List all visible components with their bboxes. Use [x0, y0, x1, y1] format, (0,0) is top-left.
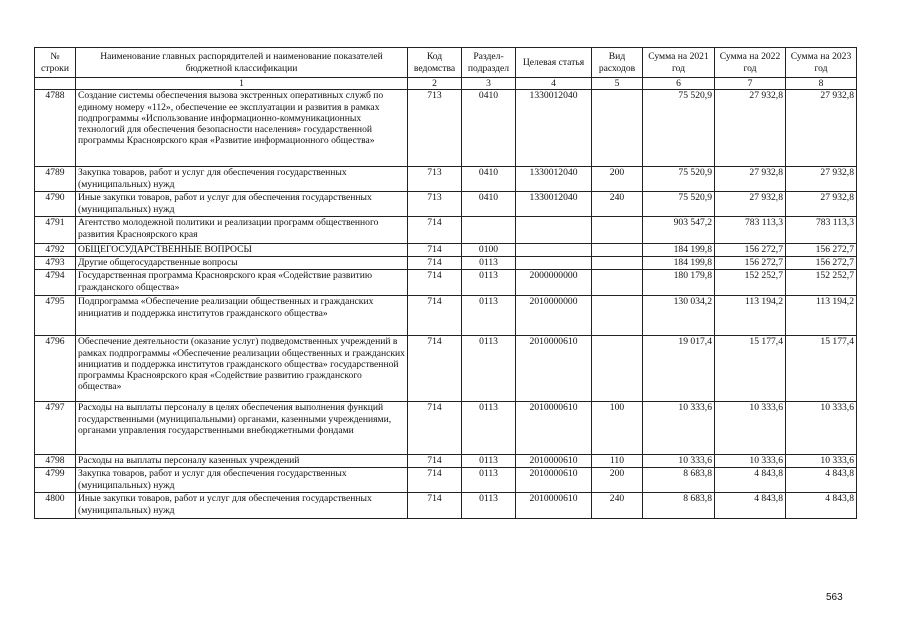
numbering-cell: 4 [516, 78, 592, 90]
header-num: № строки [35, 48, 76, 78]
row-amount-2021: 10 333,6 [643, 402, 715, 455]
row-amount-2021: 180 179,8 [643, 270, 715, 296]
row-target: 2010000610 [516, 493, 592, 519]
row-exptype: 100 [592, 402, 643, 455]
table-row [35, 217, 857, 244]
row-section: 0113 [462, 270, 516, 296]
row-exptype [592, 336, 643, 402]
table-row [35, 167, 857, 192]
row-amount-2023: 4 843,8 [786, 468, 857, 493]
row-amount-2023: 10 333,6 [786, 455, 857, 468]
table-row [35, 270, 857, 296]
row-exptype: 240 [592, 493, 643, 519]
row-amount-2022: 4 843,8 [715, 493, 786, 519]
row-name: Подпрограмма «Обеспечение реализации общественных и гражданских инициатив и поддержка институтов гражданского общества» [76, 296, 408, 336]
row-amount-2022: 27 932,8 [715, 192, 786, 217]
row-number: 4800 [35, 493, 76, 519]
row-dept: 714 [408, 455, 462, 468]
row-target: 2010000610 [516, 468, 592, 493]
row-target: 1330012040 [516, 167, 592, 192]
header-target: Целевая статья [516, 48, 592, 78]
row-target: 2010000610 [516, 455, 592, 468]
table-row [35, 192, 857, 217]
row-name: Агентство молодежной политики и реализации программ общественного развития Красноярского края [76, 217, 408, 244]
row-dept: 714 [408, 270, 462, 296]
row-exptype: 200 [592, 167, 643, 192]
row-section: 0410 [462, 167, 516, 192]
row-amount-2021: 75 520,9 [643, 192, 715, 217]
row-section: 0113 [462, 468, 516, 493]
row-number: 4792 [35, 244, 76, 257]
row-amount-2022: 10 333,6 [715, 455, 786, 468]
row-amount-2021: 75 520,9 [643, 90, 715, 167]
row-exptype [592, 90, 643, 167]
row-exptype [592, 257, 643, 270]
row-dept: 714 [408, 257, 462, 270]
row-target [516, 257, 592, 270]
row-number: 4797 [35, 402, 76, 455]
table-row [35, 336, 857, 402]
row-amount-2021: 903 547,2 [643, 217, 715, 244]
row-target: 2010000000 [516, 296, 592, 336]
row-section: 0113 [462, 455, 516, 468]
table-row [35, 90, 857, 167]
row-amount-2023: 156 272,7 [786, 257, 857, 270]
header-dept: Код ведомства [408, 48, 462, 78]
row-section: 0410 [462, 192, 516, 217]
row-name: Закупка товаров, работ и услуг для обеспечения государственных (муниципальных) нужд [76, 167, 408, 192]
table-row [35, 402, 857, 455]
header-2022: Сумма на 2022 год [715, 48, 786, 78]
row-exptype: 110 [592, 455, 643, 468]
row-amount-2022: 10 333,6 [715, 402, 786, 455]
header-section: Раздел-подраздел [462, 48, 516, 78]
row-amount-2021: 75 520,9 [643, 167, 715, 192]
row-name: Другие общегосударственные вопросы [76, 257, 408, 270]
row-section: 0113 [462, 493, 516, 519]
row-amount-2023: 27 932,8 [786, 167, 857, 192]
row-dept: 714 [408, 217, 462, 244]
numbering-cell: 2 [408, 78, 462, 90]
row-amount-2021: 10 333,6 [643, 455, 715, 468]
row-amount-2023: 15 177,4 [786, 336, 857, 402]
header-exptype: Вид расходов [592, 48, 643, 78]
row-amount-2022: 152 252,7 [715, 270, 786, 296]
numbering-cell: 8 [786, 78, 857, 90]
header-row [35, 48, 857, 78]
row-dept: 714 [408, 296, 462, 336]
row-amount-2023: 27 932,8 [786, 192, 857, 217]
row-dept: 714 [408, 336, 462, 402]
table-row [35, 244, 857, 257]
row-target [516, 244, 592, 257]
row-name: Иные закупки товаров, работ и услуг для обеспечения государственных (муниципальных) нужд [76, 192, 408, 217]
row-section: 0410 [462, 90, 516, 167]
row-target [516, 217, 592, 244]
row-target: 2010000610 [516, 336, 592, 402]
table-row [35, 296, 857, 336]
row-exptype: 200 [592, 468, 643, 493]
row-number: 4798 [35, 455, 76, 468]
row-name: Закупка товаров, работ и услуг для обеспечения государственных (муниципальных) нужд [76, 468, 408, 493]
row-number: 4793 [35, 257, 76, 270]
row-amount-2022: 27 932,8 [715, 90, 786, 167]
row-name: Создание системы обеспечения вызова экстренных оперативных служб по единому номеру «112», обеспечение ее эксплуатации и развития в рамках подпрограммы «Использование информационно-коммуникационных технологий для обеспечения безопасности населения» государственной программы Красноярского края «Развитие информационного общества» [76, 90, 408, 167]
row-amount-2021: 184 199,8 [643, 257, 715, 270]
table-row [35, 455, 857, 468]
row-number: 4794 [35, 270, 76, 296]
row-amount-2022: 15 177,4 [715, 336, 786, 402]
row-section: 0113 [462, 257, 516, 270]
row-name: Расходы на выплаты персоналу казенных учреждений [76, 455, 408, 468]
row-number: 4791 [35, 217, 76, 244]
row-exptype [592, 270, 643, 296]
row-target: 2010000610 [516, 402, 592, 455]
row-section: 0113 [462, 296, 516, 336]
row-dept: 714 [408, 402, 462, 455]
row-number: 4789 [35, 167, 76, 192]
row-amount-2022: 4 843,8 [715, 468, 786, 493]
numbering-row [35, 78, 857, 90]
numbering-cell: 5 [592, 78, 643, 90]
row-amount-2023: 10 333,6 [786, 402, 857, 455]
row-amount-2023: 27 932,8 [786, 90, 857, 167]
row-exptype: 240 [592, 192, 643, 217]
row-amount-2022: 27 932,8 [715, 167, 786, 192]
page-number: 563 [826, 592, 843, 603]
row-amount-2021: 19 017,4 [643, 336, 715, 402]
row-amount-2021: 184 199,8 [643, 244, 715, 257]
row-number: 4795 [35, 296, 76, 336]
row-section: 0113 [462, 336, 516, 402]
row-target: 1330012040 [516, 192, 592, 217]
header-2023: Сумма на 2023 год [786, 48, 857, 78]
row-amount-2023: 113 194,2 [786, 296, 857, 336]
row-number: 4799 [35, 468, 76, 493]
row-amount-2021: 8 683,8 [643, 468, 715, 493]
row-amount-2023: 783 113,3 [786, 217, 857, 244]
table-row [35, 468, 857, 493]
row-dept: 714 [408, 244, 462, 257]
row-exptype [592, 244, 643, 257]
row-amount-2022: 783 113,3 [715, 217, 786, 244]
row-dept: 714 [408, 493, 462, 519]
budget-table [34, 47, 857, 519]
row-number: 4788 [35, 90, 76, 167]
row-section: 0100 [462, 244, 516, 257]
header-name: Наименование главных распорядителей и наименование показателей бюджетной классификации [76, 48, 408, 78]
numbering-cell: 6 [643, 78, 715, 90]
row-target: 2000000000 [516, 270, 592, 296]
row-amount-2022: 113 194,2 [715, 296, 786, 336]
row-target: 1330012040 [516, 90, 592, 167]
row-name: Государственная программа Красноярского края «Содействие развитию гражданского общества» [76, 270, 408, 296]
row-amount-2023: 4 843,8 [786, 493, 857, 519]
row-dept: 713 [408, 167, 462, 192]
row-name: ОБЩЕГОСУДАРСТВЕННЫЕ ВОПРОСЫ [76, 244, 408, 257]
header-2021: Сумма на 2021 год [643, 48, 715, 78]
row-dept: 713 [408, 192, 462, 217]
row-dept: 713 [408, 90, 462, 167]
row-exptype [592, 217, 643, 244]
row-amount-2021: 8 683,8 [643, 493, 715, 519]
numbering-cell: 1 [76, 78, 408, 90]
table-row [35, 493, 857, 519]
row-section [462, 217, 516, 244]
table-row [35, 257, 857, 270]
row-name: Обеспечение деятельности (оказание услуг) подведомственных учреждений в рамках подпрограммы «Обеспечение реализации общественных и гражданских инициатив и поддержка институтов гражданского общества» государственной программы Красноярского края «Содействие развитию гражданского общества» [76, 336, 408, 402]
row-amount-2022: 156 272,7 [715, 244, 786, 257]
row-section: 0113 [462, 402, 516, 455]
row-number: 4790 [35, 192, 76, 217]
row-name: Расходы на выплаты персоналу в целях обеспечения выполнения функций государственными (муниципальными) органами, казенными учреждениями, органами управления государственными внебюджетными фондами [76, 402, 408, 455]
numbering-cell: 3 [462, 78, 516, 90]
row-amount-2022: 156 272,7 [715, 257, 786, 270]
numbering-cell: 7 [715, 78, 786, 90]
row-dept: 714 [408, 468, 462, 493]
row-exptype [592, 296, 643, 336]
row-name: Иные закупки товаров, работ и услуг для обеспечения государственных (муниципальных) нужд [76, 493, 408, 519]
row-amount-2023: 156 272,7 [786, 244, 857, 257]
row-amount-2023: 152 252,7 [786, 270, 857, 296]
row-amount-2021: 130 034,2 [643, 296, 715, 336]
row-number: 4796 [35, 336, 76, 402]
